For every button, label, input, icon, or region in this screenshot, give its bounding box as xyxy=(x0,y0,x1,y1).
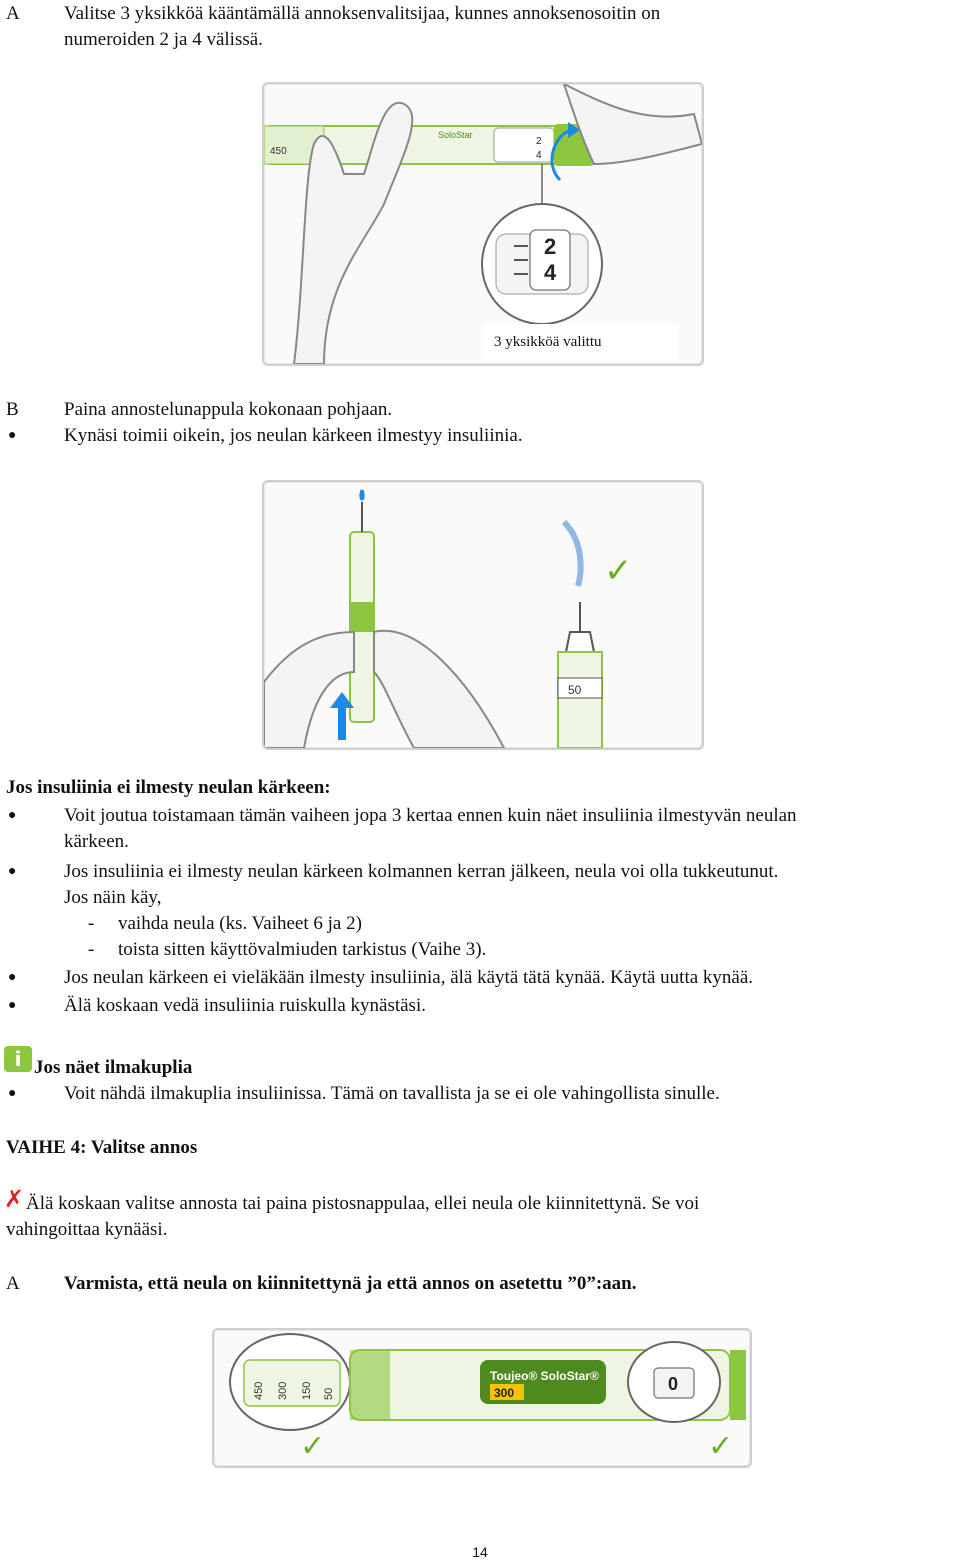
check-icon-right: ✓ xyxy=(708,1429,734,1464)
right-hand xyxy=(374,631,504,748)
svg-text:150: 150 xyxy=(301,1381,313,1400)
info-icon: i xyxy=(4,1046,32,1072)
bullet-icon: ● xyxy=(8,808,17,823)
warning-cross-icon: ✗ xyxy=(4,1185,25,1213)
zoom-number-2: 2 xyxy=(544,234,557,259)
bullet-icon: ● xyxy=(8,428,17,443)
step4-heading: VAIHE 4: Valitse annos xyxy=(6,1137,198,1158)
svg-text:4: 4 xyxy=(536,150,542,161)
pen-brand: SoloStar xyxy=(438,130,473,140)
pen-brand: Toujeo® SoloStar® xyxy=(490,1369,599,1383)
dial-illustration xyxy=(264,84,702,364)
pen-strength: 300 xyxy=(494,1386,515,1400)
bullet-icon: ● xyxy=(8,864,17,879)
pen-scale-mark: 50 xyxy=(568,683,582,697)
warning-line1: Älä koskaan valitse annosta tai paina pistosnappulaa, ellei neula ole kiinnitettynä. Se voi xyxy=(26,1193,700,1214)
bullet-icon: ● xyxy=(8,970,17,985)
svg-text:300: 300 xyxy=(277,1381,289,1400)
check-icon-left: ✓ xyxy=(300,1429,326,1464)
bubbles-heading: Jos näet ilmakuplia xyxy=(34,1057,193,1078)
pen-scale-mark: 450 xyxy=(270,146,287,157)
bullet-icon: ● xyxy=(8,998,17,1013)
page-number: 14 xyxy=(472,1544,488,1560)
dose-zero-illustration xyxy=(214,1330,750,1466)
svg-text:450: 450 xyxy=(253,1381,265,1400)
dose-window-number: 0 xyxy=(668,1374,679,1394)
figure-dial-3-units xyxy=(262,82,704,366)
step-a-line2: numeroiden 2 ja 4 välissä. xyxy=(64,29,263,50)
warning-line2: vahingoittaa kynääsi. xyxy=(6,1219,168,1240)
bullet-icon: ● xyxy=(8,1086,17,1101)
step-letter: A xyxy=(6,3,20,24)
figure-insulin-drop xyxy=(262,480,704,750)
check-icon: ✓ xyxy=(604,551,633,591)
figure-dose-zero xyxy=(212,1328,752,1468)
svg-text:2: 2 xyxy=(536,136,542,147)
zoom-number-4: 4 xyxy=(544,260,557,285)
no-insulin-heading: Jos insuliinia ei ilmesty neulan kärkeen: xyxy=(6,777,331,798)
priming-illustration xyxy=(264,482,702,748)
svg-text:50: 50 xyxy=(323,1387,335,1400)
figure-caption: 3 yksikköä valittu xyxy=(484,324,678,360)
